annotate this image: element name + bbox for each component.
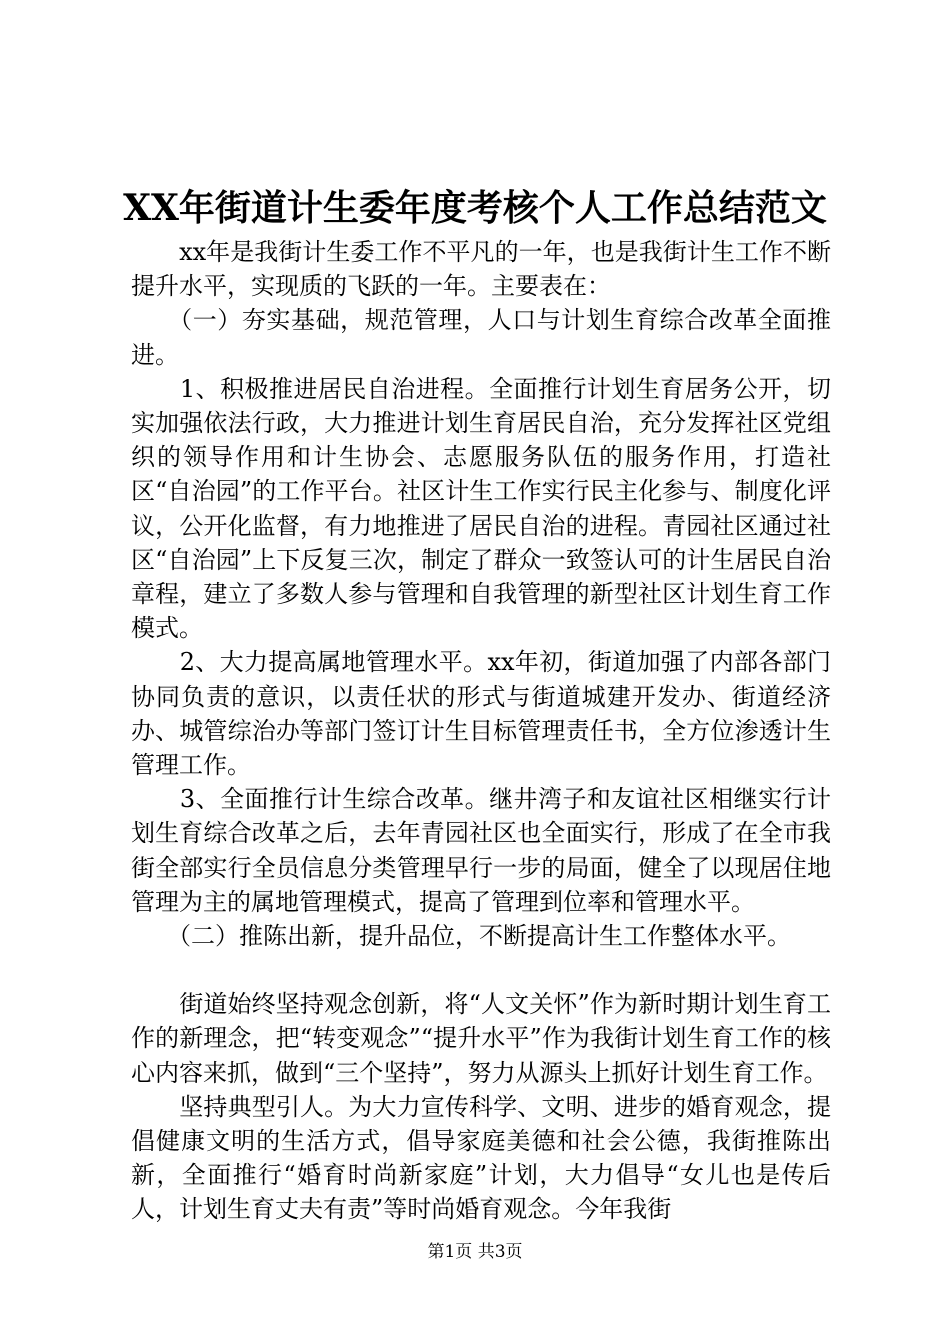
document-title: XX年街道计生委年度考核个人工作总结范文 [123, 187, 827, 229]
section-heading-1: （一）夯实基础，规范管理，人口与计划生育综合改革全面推进。 [131, 306, 831, 369]
paragraph-innovation: 街道始终坚持观念创新，将“人文关怀”作为新时期计划生育工作的新理念，把“转变观念”“提升水平”作为我街计划生育工作的核心内容来抓，做到“三个坚持”，努力从源头上抓好计划生育工作。 [131, 990, 831, 1087]
blank-line [131, 953, 831, 987]
paragraph-item-1: 1、积极推进居民自治进程。全面推行计划生育居务公开，切实加强依法行政，大力推进计划生育居民自治，充分发挥社区党组织的领导作用和计生协会、志愿服务队伍的服务作用，打造社区“自治园”的工作平台。社区计生工作实行民主化参与、制度化评议，公开化监督，有力地推进了居民自治的进程。青园社区通过社区“自治园”上下反复三次，制定了群众一致签认可的计生居民自治章程，建立了多数人参与管理和自我管理的新型社区计划生育工作模式。 [131, 374, 831, 643]
document-body [131, 235, 831, 1227]
paragraph-typical-example: 坚持典型引人。为大力宣传科学、文明、进步的婚育观念，提倡健康文明的生活方式，倡导家庭美德和社会公德，我街推陈出新，全面推行“婚育时尚新家庭”计划，大力倡导“女儿也是传后人，计划生育丈夫有责”等时尚婚育观念。今年我街 [131, 1092, 831, 1224]
paragraph-intro: xx年是我街计生委工作不平凡的一年，也是我街计生工作不断提升水平，实现质的飞跃的一年。主要表在： [131, 238, 831, 301]
paragraph-item-3: 3、全面推行计生综合改革。继井湾子和友谊社区相继实行计划生育综合改革之后，去年青园社区也全面实行，形成了在全市我街全部实行全员信息分类管理早行一步的局面，健全了以现居住地管理为主的属地管理模式，提高了管理到位率和管理水平。 [131, 785, 831, 916]
section-heading-2: （二）推陈出新，提升品位，不断提高计生工作整体水平。 [131, 922, 791, 951]
page-number-footer: 第1页 共3页 [427, 1242, 523, 1262]
paragraph-item-2: 2、大力提高属地管理水平。xx年初，街道加强了内部各部门协同负责的意识，以责任状的形式与街道城建开发办、街道经济办、城管综治办等部门签订计生目标管理责任书，全方位渗透计生管理工作。 [131, 648, 831, 780]
